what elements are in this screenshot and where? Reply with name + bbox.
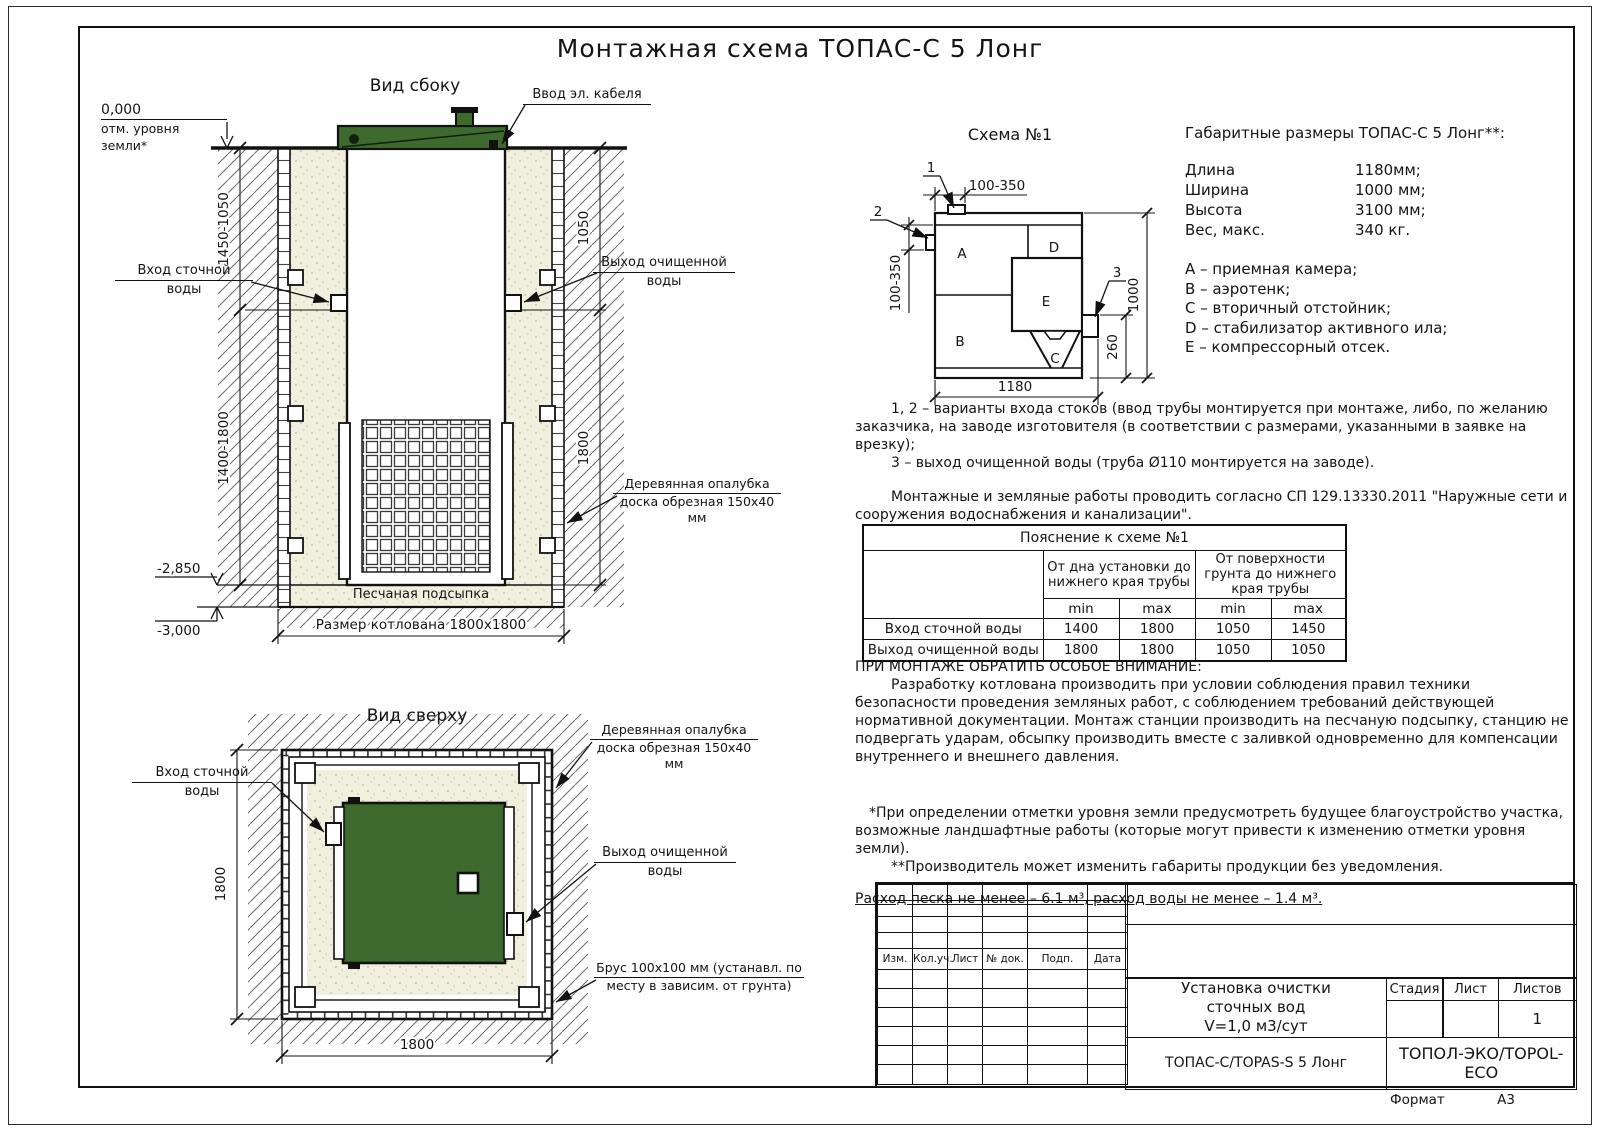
- vent-square: [458, 873, 478, 893]
- stage-header: Стадия: [1386, 977, 1444, 1001]
- cable-entry-label: Ввод эл. кабеля: [523, 86, 651, 105]
- inlet-pipe-top: [326, 823, 341, 845]
- rev-header: Лист: [948, 949, 983, 970]
- table-group2: От поверхности грунта до нижнего края трубы: [1195, 551, 1346, 599]
- cell-max: max: [1271, 599, 1346, 619]
- table-title: Пояснение к схеме №1: [863, 525, 1346, 551]
- format-label: Формат: [1390, 1092, 1445, 1108]
- sheets-header: Листов: [1498, 977, 1578, 1001]
- callout-1: 1: [926, 160, 936, 176]
- cell-empty: [863, 551, 1043, 619]
- rev-header: Кол.уч.: [913, 949, 948, 970]
- unit-top: [343, 803, 505, 963]
- notes: [855, 400, 1571, 524]
- formwork-label-top: Деревянная опалубка доска обрезная 150х40 мм: [590, 722, 758, 772]
- stamp-top-cell: [1125, 884, 1577, 925]
- attention-body: Разработку котлована производить при условии соблюдения правил техники безопасности проведения земляных работ, с соблюдением требований действующей нормативной документации. Монтаж станции производить на песчаную подсыпку, станцию не подвергать ударам, обсыпку производить вместе с заливкой одновременно для компенсации внутреннего и внешнего давления.: [855, 677, 1569, 765]
- callout-3: 3: [1112, 265, 1122, 281]
- sheet-header: Лист: [1442, 977, 1499, 1001]
- dim-left-top: 1450-1050: [216, 192, 232, 266]
- cell-min: min: [1043, 599, 1119, 619]
- rev-header: Подп.: [1028, 949, 1088, 970]
- consumption-note: Расход песка не менее – 6.1 м³, расход воды не менее – 1.4 м³.: [855, 891, 1323, 907]
- spec-row: Длина 1180мм;: [1185, 161, 1421, 179]
- svg-text:E: E: [1041, 294, 1051, 310]
- spec-row: Ширина 1000 мм;: [1185, 181, 1426, 199]
- cell: 1800: [1119, 640, 1195, 661]
- format-value: А3: [1497, 1092, 1515, 1108]
- cell-min: min: [1195, 599, 1271, 619]
- cell: 1800: [1119, 619, 1195, 640]
- table-row: [863, 619, 1346, 640]
- dim-left: 1800: [213, 866, 229, 902]
- beam-label: Брус 100х100 мм (устанавл. по месту в зависим. от грунта): [594, 960, 804, 994]
- tank-lid: [338, 107, 507, 149]
- footnote-1: *При определении отметки уровня земли предусмотреть будущее благоустройство участка, возможные ландшафтные работы (которые могут привести к изменению отметки уровня земли).: [855, 805, 1564, 857]
- side-view: [85, 76, 785, 656]
- level-2850: -2,850: [157, 561, 201, 577]
- revision-grid: [877, 884, 1128, 1085]
- spec-row: Высота 3100 мм;: [1185, 201, 1426, 219]
- stage-value: [1386, 1000, 1444, 1039]
- ground-level-value: 0,000: [101, 102, 227, 120]
- svg-text:B: B: [955, 334, 965, 350]
- rev-header: Дата: [1088, 949, 1128, 970]
- dim-right: 1000: [1126, 277, 1142, 313]
- legend-item: Е – компрессорный отсек.: [1185, 338, 1391, 356]
- schema1: [845, 125, 1185, 410]
- legend-item: А – приемная камера;: [1185, 260, 1358, 278]
- callout-2: 2: [873, 204, 883, 220]
- lid-nub-top: [348, 797, 360, 804]
- pit-size-label: Размер котлована 1800х1800: [315, 617, 527, 633]
- schema1-title: Схема №1: [967, 125, 1053, 144]
- dim-outlet: 260: [1105, 334, 1121, 360]
- cell-max: max: [1119, 599, 1195, 619]
- outlet-label-side: Выход очищенной воды: [593, 254, 735, 290]
- dim-right-bottom: 1800: [576, 430, 592, 466]
- cell: 1050: [1271, 640, 1346, 661]
- side-view-title: Вид сбоку: [369, 76, 461, 96]
- legend-item: D – стабилизатор активного ила;: [1185, 318, 1448, 337]
- cell: 1050: [1195, 619, 1271, 640]
- top-view: [120, 668, 860, 1068]
- svg-text:C: C: [1050, 351, 1060, 367]
- compartment-legend: [1185, 260, 1577, 358]
- dim-right-top: 1050: [576, 210, 592, 246]
- rev-header: № док.: [983, 949, 1028, 970]
- page-title: Монтажная схема ТОПАС-С 5 Лонг: [556, 34, 1044, 63]
- ground-level-text: отм. уровня земли*: [101, 121, 180, 153]
- inlet-label-top: Вход сточной воды: [132, 764, 272, 800]
- inlet-label-side: Вход сточной воды: [115, 262, 253, 298]
- footnote-2: **Производитель может изменить габариты продукции без уведомления.: [891, 859, 1444, 875]
- dim-top: 100-350: [968, 178, 1026, 194]
- cell: 1050: [1195, 640, 1271, 661]
- row-name: Выход очищенной воды: [863, 640, 1043, 661]
- note-variants: 1, 2 – варианты входа стоков (ввод трубы монтируется при монтаже, либо, по желанию заказчика, на заводе изготовителя (в соответствии с размерами, указанными в заявке на врезку);: [855, 401, 1548, 453]
- table-group1: От дна установки до нижнего края трубы: [1043, 551, 1195, 599]
- stamp-upper-cell: [1125, 924, 1577, 979]
- sand-bed-label: Песчаная подсыпка: [352, 587, 490, 602]
- dim-left-bottom: 1400-1800: [216, 411, 232, 485]
- sheets-value: 1: [1498, 1000, 1578, 1039]
- svg-text:A: A: [957, 246, 967, 262]
- doc-title-cell: Установка очистки сточных вод V=1,0 м3/сут: [1125, 977, 1387, 1038]
- cell: 1800: [1043, 640, 1119, 661]
- spec-heading: Габаритные размеры ТОПАС-С 5 Лонг**:: [1185, 124, 1505, 142]
- model-cell: ТОПАС-С/TOPAS-S 5 Лонг: [1125, 1037, 1387, 1091]
- lid-nub-bottom: [348, 962, 360, 969]
- format-note: [1390, 1092, 1575, 1108]
- ballast-grid: [339, 420, 513, 579]
- schema1-drawing: [845, 125, 1185, 410]
- cable-entry-point: [489, 140, 498, 149]
- cell: 1400: [1043, 619, 1119, 640]
- dim-bottom: 1800: [399, 1037, 435, 1053]
- attention-block: [855, 658, 1571, 908]
- svg-text:D: D: [1048, 240, 1060, 256]
- ground-level-mark: [101, 102, 227, 154]
- dim-bottom: 1180: [997, 379, 1033, 395]
- company-cell: ТОПОЛ-ЭКО/TOPOL-ECO: [1386, 1037, 1578, 1091]
- legend-item: С – вторичный отстойник;: [1185, 299, 1392, 317]
- top-view-title: Вид сверху: [366, 706, 468, 726]
- note-outlet: 3 – выход очищенной воды (труба Ø110 монтируется на заводе).: [891, 455, 1375, 471]
- dimensions-spec: [1185, 124, 1577, 358]
- outlet-label-top: Выход очищенной воды: [594, 844, 736, 880]
- note-works: Монтажные и земляные работы проводить согласно СП 129.13330.2011 "Наружные сети и сооружения водоснабжения и канализации".: [855, 489, 1568, 523]
- explanation-table: [862, 524, 1347, 662]
- title-block: [875, 882, 1575, 1088]
- dim-left: 100-350: [888, 254, 904, 312]
- rev-header: Изм.: [878, 949, 913, 970]
- outlet-pipe-top: [507, 913, 523, 935]
- formwork-label-side: Деревянная опалубка доска обрезная 150х40 мм: [613, 476, 781, 526]
- level-3000: -3,000: [157, 623, 201, 639]
- side-view-drawing: [85, 76, 785, 656]
- legend-item: В – аэротенк;: [1185, 279, 1291, 298]
- attention-heading: ПРИ МОНТАЖЕ ОБРАТИТЬ ОСОБОЕ ВНИМАНИЕ:: [855, 659, 1202, 675]
- cell: 1450: [1271, 619, 1346, 640]
- spec-row: Вес, макс. 340 кг.: [1185, 221, 1411, 239]
- row-name: Вход сточной воды: [863, 619, 1043, 640]
- sheet-value: [1442, 1000, 1499, 1039]
